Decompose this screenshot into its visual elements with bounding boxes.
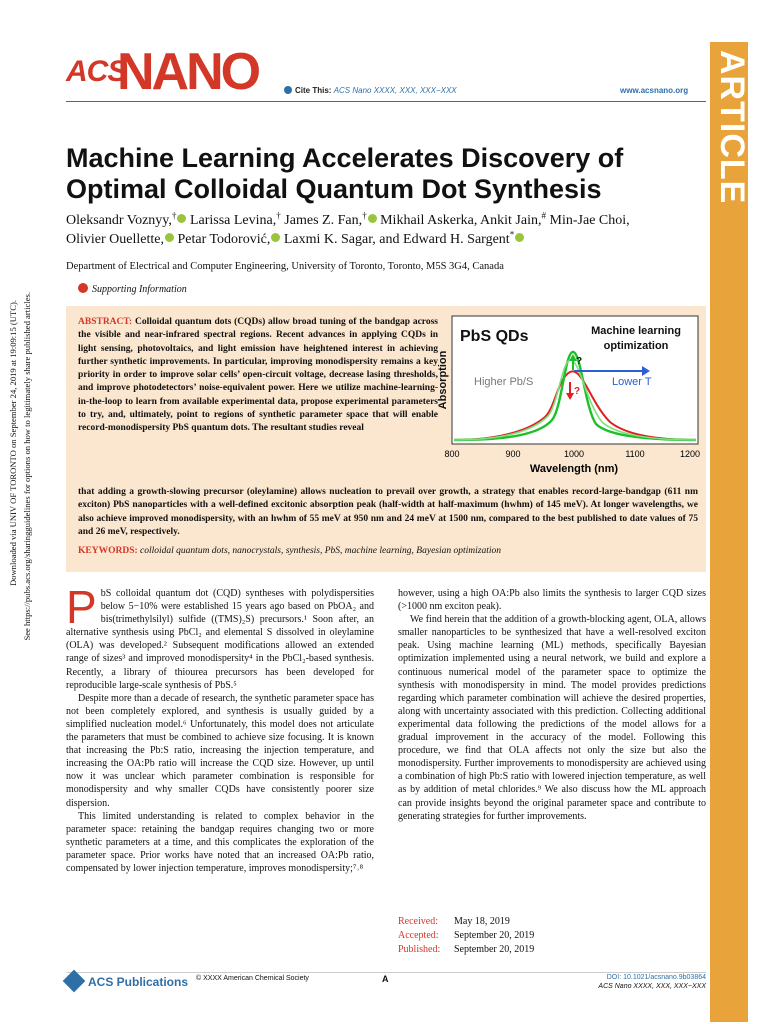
supporting-label[interactable]: Supporting Information <box>92 284 187 295</box>
accepted-label: Accepted: <box>398 930 439 941</box>
author[interactable]: Min-Jae Choi, <box>549 213 630 228</box>
author-mark: † <box>171 210 177 221</box>
paragraph: Despite more than a decade of research, the synthetic parameter space has not been completely explored, and synthesis is usually guided by a simplified nucleation model.⁶ Unfortunately, this model does not articulate the parameters that must be combined to achieve size focusing. It is known that increasing the Pb:S ratio, increasing the injection temperature, and increasing the OA:Pb ratio will increase the CQD size. However, up until now it was unclear which parameter combination is responsible for monodispersity and why smaller CQDs have consistently poorer size dispersion. <box>66 692 374 809</box>
author[interactable]: James Z. Fan, <box>284 213 363 228</box>
body-column-left <box>66 581 374 875</box>
side-tab-label: ARTICLE <box>713 50 751 205</box>
article-dates <box>398 915 534 957</box>
acs-logo: ACS <box>66 55 127 88</box>
toc-graphic <box>437 312 701 482</box>
keywords <box>78 546 698 556</box>
ml-label-2: optimization <box>603 340 669 352</box>
qmark-2: ? <box>574 386 581 397</box>
abstract-text: Colloidal quantum dots (CQDs) allow broad tuning of the bandgap across the visible and near-infrared spectral regions. Recent advances in applying CQDs in light sensing, photovoltaics, and light emission have heightened interest in achieving further synthetic improvements. In particular, improving monodispersity remains a key priority in order to improve solar cells’ open-circuit voltage, decrease lasing thresholds, and improve photodetectors’ noise-equivalent power. Here we utilize machine-learning-in-the-loop to learn from available experimental data, propose experimental parameters to try, and, ultimately, point to regions of synthetic parameter space that will enable record-monodispersity PbS quantum dots. The resultant studies reveal <box>78 317 438 433</box>
lower-t-label: Lower T <box>612 376 652 388</box>
supporting-information-link[interactable] <box>78 283 187 295</box>
download-note-line1: Downloaded via UNIV OF TORONTO on September 24, 2019 at 19:09:15 (UTC). <box>8 300 18 587</box>
qmark-1: ? <box>576 356 583 367</box>
keywords-label: KEYWORDS: <box>78 546 138 556</box>
author-line-1 <box>66 211 706 230</box>
article-title <box>66 143 706 205</box>
orcid-icon[interactable] <box>177 214 186 223</box>
abstract-wrapped <box>78 316 438 435</box>
tick-label: 1100 <box>625 449 645 459</box>
body-column-right <box>398 587 706 823</box>
publisher-label: ACS Publications <box>88 975 189 989</box>
orcid-icon[interactable] <box>515 233 524 242</box>
affiliation: Department of Electrical and Computer Engineering, University of Toronto, Toronto, M5S 3G4, Canada <box>66 261 504 272</box>
author-mark: † <box>362 210 367 221</box>
received-label: Received: <box>398 916 438 927</box>
cite-this[interactable] <box>284 86 457 95</box>
paragraph-text: bS colloidal quantum dot (CQD) syntheses with polydispersities below 5−10% were established 15 years ago based on PbOA₂ and bis(trimethylsilyl) sulfide ((TMS)₂S) precursors.¹ Soon after, an alternative synthesis using PbCl₂ and elemental S dissolved in oleylamine (OLA) was developed.² Subsequent modifications allowed an extended range of sizes³ and improved monodispersity⁴ in the PbCl₂-based synthesis. Recently, a library of thiourea precursors has been developed for reproducible large-scale synthesis of PbS.⁵ <box>66 588 374 691</box>
accepted-date: September 20, 2019 <box>454 930 535 941</box>
title-line-1: Machine Learning Accelerates Discovery of <box>66 143 624 173</box>
author-list <box>66 211 706 249</box>
tick-label: 800 <box>444 449 460 459</box>
supporting-info-icon <box>78 283 88 293</box>
paragraph: We find herein that the addition of a growth-blocking agent, OLA, allows smaller nanoparticles to be synthesized that have a well-resolved exciton peak. Using machine learning (ML) methods, specifically Bayesian optimization implemented using a neural network, we build and explore a continuous numerical model of the parameter space to optimize the synthesis with monodispersity in mind. The model provides predictions regarding which parameter combination will achieve the desired properties, along with uncertainty associated with this prediction. Collecting additional experimental data following the predictions of the model allows for a gradual improvement in the accuracy of the model. Following this procedure, we find that OLA affects not only the size but also the monodispersity. Further improvements to monodispersity are achieved using a combination of high Pb:S ratio with lowered injection temperature, as well as by addition of metal chlorides.⁹ We also discuss how the ML approach can provide insights beyond the original parameter space and contribute to generating strategies for further improvements. <box>398 614 706 822</box>
nano-logo: NANO <box>117 43 259 101</box>
graphic-xlabel: Wavelength (nm) <box>529 463 619 475</box>
title-line-2: Optimal Colloidal Quantum Dot Synthesis <box>66 174 602 204</box>
article-side-tab <box>710 42 751 1022</box>
paragraph <box>66 581 374 692</box>
drop-cap: P <box>66 581 97 633</box>
orcid-icon[interactable] <box>368 214 377 223</box>
tick-label: 900 <box>505 449 521 459</box>
website-link[interactable]: www.acsnano.org <box>620 86 689 95</box>
author[interactable]: Mikhail Askerka, Ankit Jain, <box>380 213 542 228</box>
journal-ref: ACS Nano XXXX, XXX, XXX−XXX <box>598 983 706 990</box>
acs-diamond-icon <box>63 970 86 993</box>
author[interactable]: Laxmi K. Sagar, and Edward H. Sargent <box>283 232 510 247</box>
cite-ref[interactable]: ACS Nano XXXX, XXX, XXX−XXX <box>333 86 457 95</box>
accepted-row <box>398 929 534 943</box>
cite-label: Cite This: <box>295 86 332 95</box>
received-date: May 18, 2019 <box>454 916 510 927</box>
received-row <box>398 915 534 929</box>
author[interactable]: Petar Todorović, <box>177 232 271 247</box>
published-row <box>398 943 534 957</box>
ml-label-1: Machine learning <box>591 325 681 337</box>
copyright: © XXXX American Chemical Society <box>196 975 309 982</box>
graphic-ylabel: Absorption <box>437 350 449 410</box>
orcid-icon[interactable] <box>165 233 174 242</box>
author-mark: # <box>541 210 547 221</box>
header-divider <box>66 101 706 102</box>
doi-block <box>560 973 706 991</box>
abstract-label: ABSTRACT: <box>78 317 133 327</box>
author[interactable]: Oleksandr Voznyy, <box>66 213 172 228</box>
tick-label: 1000 <box>563 449 585 459</box>
doi-link[interactable]: DOI: 10.1021/acsnano.9b03864 <box>606 974 706 981</box>
cite-icon <box>284 86 292 94</box>
paragraph: This limited understanding is related to complex behavior in the parameter space: retaining the bandgap requires changing two or more synthetic parameters at a time, and this complicates the exploration of the parameter space. Prior works have noted that an increased OA:Pb ratio, compensated by lower injection temperature, improves monodispersity;⁷˒⁸ <box>66 810 374 874</box>
author[interactable]: Olivier Ouellette, <box>66 232 164 247</box>
published-date: September 20, 2019 <box>454 944 535 955</box>
keywords-list: colloidal quantum dots, nanocrystals, synthesis, PbS, machine learning, Bayesian optimization <box>140 546 502 556</box>
download-note-line2: See https://pubs.acs.org/sharingguidelines for options on how to legitimately share published articles. <box>22 292 32 641</box>
acs-publications-logo[interactable] <box>66 973 188 989</box>
tick-label: 1200 <box>679 449 701 459</box>
published-label: Published: <box>398 944 441 955</box>
page-number: A <box>382 974 389 984</box>
paragraph: however, using a high OA:Pb also limits the synthesis to larger CQD sizes (>1000 nm exciton peak). <box>398 588 706 613</box>
orcid-icon[interactable] <box>271 233 280 242</box>
author-line-2 <box>66 230 706 249</box>
author-mark: † <box>276 210 281 221</box>
author[interactable]: Larissa Levina, <box>189 213 277 228</box>
author-mark: * <box>509 229 515 240</box>
higher-pbs-label: Higher Pb/S <box>474 376 534 388</box>
download-note <box>4 292 44 700</box>
abstract-continued: that adding a growth-slowing precursor (oleylamine) allows nucleation to prevail over growth, a strategy that enables record-large-bandgap (611 nm exciton) PbS nanoparticles with a well-defined excitonic absorption peak (half-width at half-maximum (hwhm) of 145 meV). At longer wavelengths, we also achieve improved monodispersity, with an hwhm of 55 meV at 950 nm and 24 meV at 1500 nm, compared to the best published to date values of 75 and 26 meV, respectively. <box>78 487 698 537</box>
graphic-title: PbS QDs <box>460 328 529 345</box>
